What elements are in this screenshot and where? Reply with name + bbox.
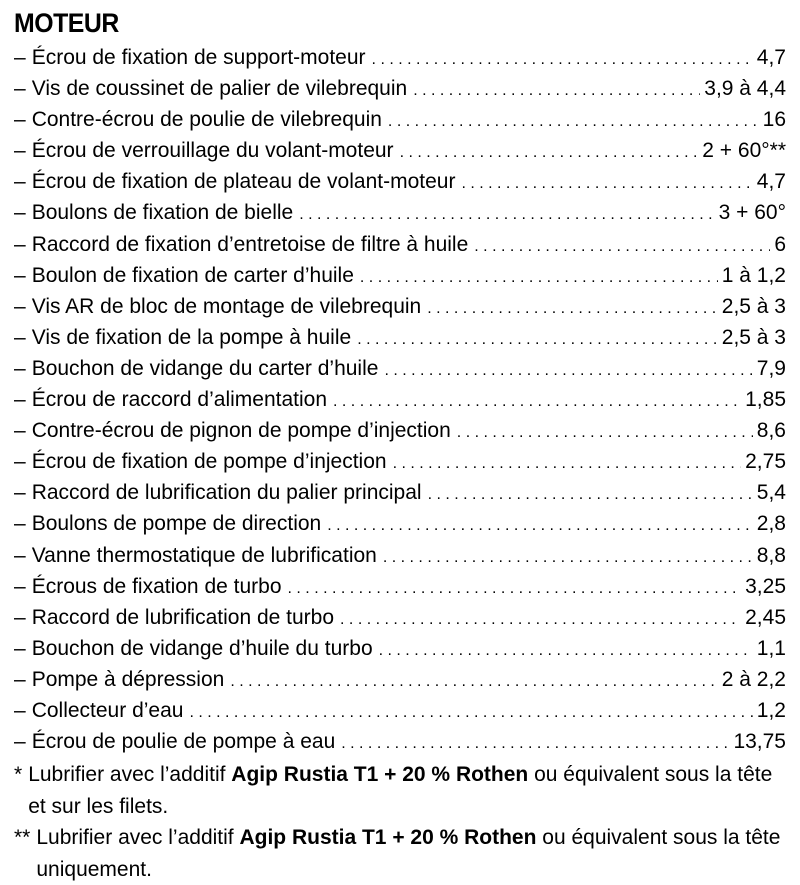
dot-leader — [360, 262, 718, 293]
spec-row — [14, 695, 786, 726]
spec-value: 1,85 — [745, 388, 786, 412]
spec-label: Écrou de poulie de pompe à eau — [31, 730, 336, 754]
dot-leader — [230, 666, 717, 697]
dot-leader — [384, 355, 752, 386]
row-dash: – — [14, 730, 26, 754]
footnote-product-name: Agip Rustia T1 + 20 % Rothen — [231, 763, 529, 787]
footnote-single-asterisk — [14, 759, 786, 822]
spec-row — [14, 726, 786, 757]
spec-row — [14, 229, 786, 260]
footnote-text-before: Lubrifier avec l’additif — [36, 826, 240, 850]
spec-label: Raccord de fixation d’entretoise de filtre à huile — [31, 232, 469, 256]
spec-label: Écrou de fixation de pompe d’injection — [31, 450, 387, 474]
row-dash: – — [14, 481, 26, 505]
spec-row — [14, 291, 786, 322]
dot-leader — [299, 199, 714, 230]
spec-value: 8,6 — [756, 419, 786, 443]
spec-row — [14, 353, 786, 384]
footnote-text-after: ou équivalent sous la tête uniquement. — [36, 826, 781, 881]
row-dash: – — [14, 201, 26, 225]
row-dash: – — [14, 139, 26, 163]
spec-label: Vis de coussinet de palier de vilebrequin — [31, 77, 408, 101]
spec-row — [14, 633, 786, 664]
spec-value: 2,5 à 3 — [721, 294, 786, 318]
section-title: MOTEUR — [14, 8, 119, 38]
spec-row — [14, 135, 786, 166]
spec-value: 2 + 60°** — [702, 139, 786, 163]
spec-label: Contre-écrou de poulie de vilebrequin — [31, 108, 382, 132]
spec-row — [14, 540, 786, 571]
spec-label: Bouchon de vidange du carter d’huile — [31, 356, 379, 380]
footnote-text-after: ou équivalent sous la tête et sur les filets. — [28, 763, 773, 818]
footnote-mark: ** — [14, 826, 31, 850]
spec-value: 3,25 — [745, 574, 786, 598]
footnote-product-name: Agip Rustia T1 + 20 % Rothen — [239, 826, 537, 850]
dot-leader — [288, 573, 742, 604]
spec-value: 3,9 à 4,4 — [704, 77, 786, 101]
spec-label: Écrou de verrouillage du volant-moteur — [31, 139, 394, 163]
spec-label: Raccord de lubrification du palier principal — [31, 481, 422, 505]
spec-label: Boulon de fixation de carter d’huile — [31, 263, 354, 287]
spec-label: Boulons de pompe de direction — [31, 512, 322, 536]
dot-leader — [327, 510, 753, 541]
spec-label: Écrous de fixation de turbo — [31, 574, 282, 598]
spec-row — [14, 664, 786, 695]
footnote-text — [36, 822, 786, 885]
spec-value: 1,1 — [756, 636, 786, 660]
dot-leader — [400, 137, 699, 168]
spec-label: Vis de fixation de la pompe à huile — [31, 325, 352, 349]
row-dash: – — [14, 636, 26, 660]
dot-leader — [340, 604, 741, 635]
spec-row — [14, 197, 786, 228]
dot-leader — [427, 293, 718, 324]
spec-value: 2,5 à 3 — [721, 325, 786, 349]
spec-value: 5,4 — [756, 481, 786, 505]
row-dash: – — [14, 325, 26, 349]
footnote-text — [28, 759, 786, 822]
spec-row — [14, 571, 786, 602]
row-dash: – — [14, 263, 26, 287]
row-dash: – — [14, 294, 26, 318]
spec-row — [14, 73, 786, 104]
spec-row — [14, 166, 786, 197]
dot-leader — [413, 75, 700, 106]
row-dash: – — [14, 232, 26, 256]
spec-row — [14, 477, 786, 508]
footnote-text-before: Lubrifier avec l’additif — [28, 763, 232, 787]
spec-label: Collecteur d’eau — [31, 698, 184, 722]
spec-value: 2,45 — [745, 605, 786, 629]
spec-label: Vis AR de bloc de montage de vilebrequin — [31, 294, 422, 318]
spec-label: Vanne thermostatique de lubrification — [31, 543, 377, 567]
row-dash: – — [14, 170, 26, 194]
spec-row — [14, 446, 786, 477]
row-dash: – — [14, 108, 26, 132]
spec-row — [14, 322, 786, 353]
spec-value: 8,8 — [756, 543, 786, 567]
spec-label: Contre-écrou de pignon de pompe d’injection — [31, 419, 451, 443]
footnotes — [14, 759, 786, 885]
row-dash: – — [14, 512, 26, 536]
row-dash: – — [14, 667, 26, 691]
spec-label: Écrou de fixation de plateau de volant-moteur — [31, 170, 456, 194]
spec-value: 4,7 — [756, 170, 786, 194]
spec-row — [14, 384, 786, 415]
row-dash: – — [14, 77, 26, 101]
spec-label: Boulons de fixation de bielle — [31, 201, 294, 225]
footnote-mark: * — [14, 763, 23, 787]
spec-value: 13,75 — [733, 730, 786, 754]
row-dash: – — [14, 450, 26, 474]
spec-label: Écrou de fixation de support-moteur — [31, 46, 366, 69]
dot-leader — [189, 697, 752, 728]
dot-leader — [372, 44, 753, 75]
dot-leader — [461, 168, 752, 199]
row-dash: – — [14, 698, 26, 722]
row-dash: – — [14, 574, 26, 598]
spec-row — [14, 602, 786, 633]
row-dash: – — [14, 46, 26, 69]
spec-row — [14, 260, 786, 291]
row-dash: – — [14, 419, 26, 443]
spec-value: 3 + 60° — [718, 201, 786, 225]
spec-label: Raccord de lubrification de turbo — [31, 605, 335, 629]
row-dash: – — [14, 543, 26, 567]
spec-row — [14, 415, 786, 446]
dot-leader — [457, 417, 753, 448]
spec-value: 2,75 — [745, 450, 786, 474]
spec-label: Écrou de raccord d’alimentation — [31, 388, 328, 412]
dot-leader — [341, 728, 729, 759]
dot-leader — [388, 106, 759, 137]
spec-row — [14, 42, 786, 73]
spec-value: 4,7 — [756, 46, 786, 69]
row-dash: – — [14, 388, 26, 412]
dot-leader — [379, 635, 753, 666]
spec-value: 16 — [762, 108, 786, 132]
footnote-double-asterisk — [14, 822, 786, 885]
dot-leader — [333, 386, 741, 417]
spec-row — [14, 508, 786, 539]
row-dash: – — [14, 605, 26, 629]
dot-leader — [474, 231, 770, 262]
spec-value: 1,2 — [756, 698, 786, 722]
row-dash: – — [14, 356, 26, 380]
spec-value: 6 — [774, 232, 786, 256]
dot-leader — [383, 542, 753, 573]
dot-leader — [428, 479, 753, 510]
spec-row — [14, 104, 786, 135]
spec-value: 7,9 — [756, 356, 786, 380]
dot-leader — [393, 448, 742, 479]
spec-label: Bouchon de vidange d’huile du turbo — [31, 636, 373, 660]
torque-spec-list — [14, 42, 786, 757]
spec-value: 1 à 1,2 — [721, 263, 786, 287]
spec-label: Pompe à dépression — [31, 667, 225, 691]
spec-value: 2 à 2,2 — [721, 667, 786, 691]
spec-value: 2,8 — [756, 512, 786, 536]
dot-leader — [357, 324, 718, 355]
